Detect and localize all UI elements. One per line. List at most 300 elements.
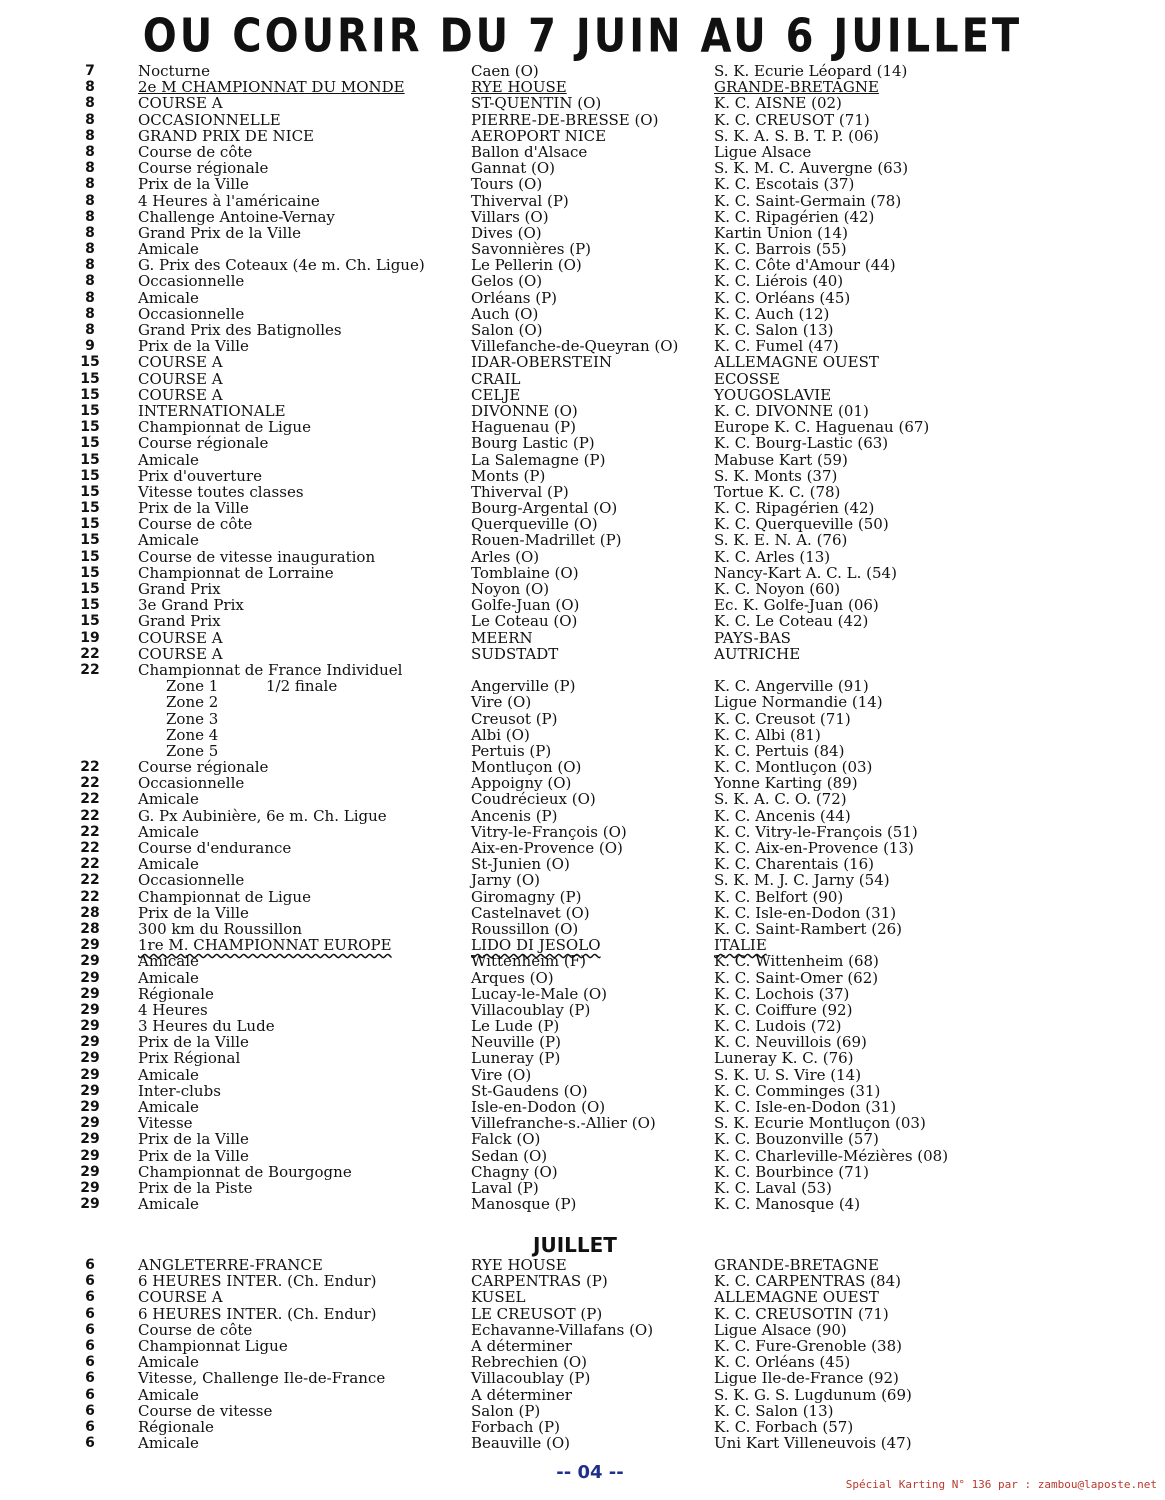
club-cell: K. C. Albi (81) — [714, 725, 821, 744]
place-cell: Gannat (O) — [471, 159, 555, 178]
club-cell: K. C. Comminges (31) — [714, 1081, 881, 1100]
club-cell: K. C. Orléans (45) — [714, 288, 851, 307]
place-cell: CELJE — [471, 385, 521, 404]
event-cell: Course de vitesse inauguration — [138, 547, 376, 566]
table-row — [0, 225, 1165, 241]
day-cell: 15 — [80, 370, 100, 387]
club-cell: K. C. Ludois (72) — [714, 1017, 842, 1036]
event-cell: Amicale — [138, 1098, 199, 1116]
day-cell: 8 — [85, 79, 95, 96]
event-cell: COURSE A — [138, 94, 223, 113]
day-cell: 28 — [80, 904, 100, 921]
table-row — [0, 905, 1165, 921]
place-cell: Le Pellerin (O) — [471, 256, 582, 275]
event-cell: Course régionale — [138, 758, 269, 777]
club-cell: GRANDE-BRETAGNE — [714, 78, 879, 97]
club-cell: YOUGOSLAVIE — [714, 385, 832, 404]
day-cell: 29 — [80, 937, 100, 954]
place-cell: Ancenis (P) — [471, 806, 558, 825]
club-cell: K. C. Barrois (55) — [714, 240, 847, 259]
table-row — [0, 856, 1165, 872]
club-cell: K. C. Bourg-Lastic (63) — [714, 434, 889, 453]
club-cell: Luneray K. C. (76) — [714, 1049, 854, 1068]
event-cell: Amicale — [138, 1065, 199, 1084]
footer-credit: Spécial Karting N° 136 par : zambou@laposte.net — [845, 1478, 1157, 1491]
table-row — [0, 338, 1165, 354]
table-row — [0, 953, 1165, 969]
day-cell: 15 — [80, 435, 100, 452]
day-cell: 15 — [80, 386, 100, 403]
table-row — [0, 209, 1165, 225]
event-cell: Amicale — [138, 240, 199, 259]
place-cell: Thiverval (P) — [471, 482, 569, 501]
day-cell: 29 — [80, 953, 100, 970]
table-row — [0, 1131, 1165, 1147]
place-cell: Golfe-Juan (O) — [471, 596, 580, 615]
table-row — [0, 872, 1165, 888]
event-cell: Zone 3 — [166, 709, 219, 728]
table-row — [0, 775, 1165, 791]
day-cell: 29 — [80, 1034, 100, 1051]
day-cell: 29 — [80, 1082, 100, 1099]
table-row — [0, 597, 1165, 613]
event-cell: Occasionnelle — [138, 272, 245, 291]
table-row — [0, 711, 1165, 727]
event-cell: COURSE A — [138, 369, 223, 388]
place-cell: ST-QUENTIN (O) — [471, 94, 602, 113]
club-cell: Europe K. C. Haguenau (67) — [714, 418, 930, 437]
table-row — [0, 1289, 1165, 1305]
event-cell: Championnat de France Individuel — [138, 660, 403, 679]
event-cell: Amicale — [138, 1434, 199, 1453]
table-row — [0, 1083, 1165, 1099]
table-row — [0, 257, 1165, 273]
club-cell: S. K. G. S. Lugdunum (69) — [714, 1385, 912, 1404]
club-cell: K. C. Ancenis (44) — [714, 806, 851, 825]
club-cell: K. C. Charentais (16) — [714, 855, 875, 874]
table-row — [0, 1099, 1165, 1115]
event-cell: INTERNATIONALE — [138, 401, 286, 420]
place-cell: Vitry-le-François (O) — [471, 822, 627, 841]
club-cell: K. C. Wittenheim (68) — [714, 952, 879, 971]
table-row — [0, 678, 1165, 694]
place-cell: RYE HOUSE — [471, 1256, 567, 1274]
place-cell: Vire (O) — [471, 693, 532, 712]
day-cell: 8 — [85, 208, 95, 225]
day-cell: 22 — [80, 823, 100, 840]
place-cell: Tours (O) — [471, 175, 543, 194]
club-cell: K. C. Auch (12) — [714, 304, 830, 323]
place-cell: Ballon d'Alsace — [471, 142, 588, 161]
place-cell: Falck (O) — [471, 1130, 541, 1149]
day-cell: 29 — [80, 1163, 100, 1180]
day-cell: 6 — [85, 1418, 95, 1435]
table-row — [0, 1034, 1165, 1050]
club-cell: Nancy-Kart A. C. L. (54) — [714, 563, 897, 582]
club-cell: K. C. CREUSOT (71) — [714, 110, 870, 129]
table-row — [0, 1273, 1165, 1289]
event-cell: Amicale — [138, 822, 199, 841]
event-cell: Course de côte — [138, 1320, 253, 1339]
table-row — [0, 403, 1165, 419]
table-row — [0, 241, 1165, 257]
club-cell: S. K. Ecurie Montluçon (03) — [714, 1114, 926, 1133]
table-row — [0, 743, 1165, 759]
table-row — [0, 549, 1165, 565]
event-cell: Championnat de Ligue — [138, 887, 311, 906]
place-cell: Rebrechien (O) — [471, 1353, 587, 1372]
table-row — [0, 889, 1165, 905]
place-cell: Castelnavet (O) — [471, 903, 590, 922]
day-cell: 6 — [85, 1305, 95, 1322]
event-cell: Amicale — [138, 1353, 199, 1372]
day-cell: 8 — [85, 160, 95, 177]
place-cell: CARPENTRAS (P) — [471, 1272, 608, 1291]
place-cell: A déterminer — [471, 1385, 572, 1404]
event-cell: COURSE A — [138, 644, 223, 663]
event-cell: OCCASIONNELLE — [138, 110, 281, 129]
place-cell: Creusot (P) — [471, 709, 558, 728]
table-row — [0, 646, 1165, 662]
day-cell: 22 — [80, 872, 100, 889]
club-cell: K. C. Arles (13) — [714, 547, 831, 566]
day-cell: 15 — [80, 613, 100, 630]
event-cell: 3e Grand Prix — [138, 596, 244, 615]
event-cell: Grand Prix — [138, 612, 221, 631]
event-cell: Régionale — [138, 984, 214, 1003]
table-row — [0, 306, 1165, 322]
table-row — [0, 435, 1165, 451]
juillet-heading: JUILLET — [533, 1233, 617, 1257]
place-cell: Wittenheim (F) — [471, 952, 586, 971]
table-row — [0, 95, 1165, 111]
day-cell: 6 — [85, 1370, 95, 1387]
table-row — [0, 1322, 1165, 1338]
event-cell: Amicale — [138, 968, 199, 987]
table-row — [0, 1435, 1165, 1451]
place-cell: Aix-en-Provence (O) — [471, 839, 623, 857]
event-cell: Zone 4 — [166, 725, 219, 744]
club-cell: S. K. E. N. A. (76) — [714, 531, 848, 550]
table-row — [0, 1002, 1165, 1018]
event-cell: Vitesse toutes classes — [138, 482, 304, 501]
event-cell: Prix de la Ville — [138, 1146, 249, 1165]
event-cell: 3 Heures du Lude — [138, 1017, 275, 1036]
july-schedule — [0, 1257, 1165, 1451]
event-cell: ANGLETERRE-FRANCE — [138, 1256, 323, 1274]
place-cell: Salon (O) — [471, 321, 543, 339]
place-cell: Angerville (P) — [471, 677, 576, 696]
event-cell: Vitesse, Challenge Ile-de-France — [138, 1369, 386, 1388]
place-cell: A déterminer — [471, 1336, 572, 1355]
day-cell: 6 — [85, 1289, 95, 1306]
place-cell: Bourg-Argental (O) — [471, 499, 618, 518]
event-cell: 4 Heures — [138, 1000, 208, 1019]
day-cell: 29 — [80, 985, 100, 1002]
table-row — [0, 387, 1165, 403]
club-cell: K. C. Charleville-Mézières (08) — [714, 1146, 949, 1165]
day-cell: 6 — [85, 1354, 95, 1371]
table-row — [0, 1370, 1165, 1386]
place-cell: Villacoublay (P) — [471, 1369, 591, 1388]
event-cell: Amicale — [138, 531, 199, 550]
day-cell: 15 — [80, 354, 100, 371]
club-cell: GRANDE-BRETAGNE — [714, 1256, 879, 1274]
club-cell: K. C. Isle-en-Dodon (31) — [714, 1098, 897, 1116]
club-cell: Ligue Alsace (90) — [714, 1320, 847, 1339]
table-row — [0, 532, 1165, 548]
club-cell: S. K. U. S. Vire (14) — [714, 1065, 862, 1084]
place-cell: IDAR-OBERSTEIN — [471, 353, 612, 372]
day-cell: 8 — [85, 192, 95, 209]
table-row — [0, 128, 1165, 144]
table-row — [0, 144, 1165, 160]
day-cell: 15 — [80, 597, 100, 614]
event-cell: Prix de la Ville — [138, 1130, 249, 1149]
place-cell: Salon (P) — [471, 1401, 541, 1420]
club-cell: ECOSSE — [714, 369, 780, 388]
club-cell: K. C. Forbach (57) — [714, 1417, 854, 1436]
event-cell: Prix de la Ville — [138, 903, 249, 922]
place-cell: Dives (O) — [471, 223, 542, 242]
table-row — [0, 468, 1165, 484]
place-cell: Jarny (O) — [471, 871, 541, 890]
club-cell: K. C. Creusot (71) — [714, 709, 851, 728]
club-cell: Ligue Ile-de-France (92) — [714, 1369, 899, 1388]
table-row — [0, 1338, 1165, 1354]
place-cell: Savonnières (P) — [471, 240, 592, 259]
table-row — [0, 986, 1165, 1002]
event-cell: Prix de la Piste — [138, 1178, 253, 1197]
day-cell: 8 — [85, 305, 95, 322]
club-cell: S. K. M. C. Auvergne (63) — [714, 159, 909, 178]
place-cell: Rouen-Madrillet (P) — [471, 531, 622, 550]
day-cell: 6 — [85, 1402, 95, 1419]
place-cell: Haguenau (P) — [471, 418, 576, 437]
club-cell: K. C. CARPENTRAS (84) — [714, 1272, 901, 1291]
table-row — [0, 630, 1165, 646]
event-cell: Zone 5 — [166, 741, 219, 760]
table-row — [0, 1354, 1165, 1370]
table-row — [0, 354, 1165, 370]
club-cell: K. C. Ripagérien (42) — [714, 207, 875, 226]
day-cell: 29 — [80, 1099, 100, 1115]
event-cell: COURSE A — [138, 628, 223, 647]
table-row — [0, 662, 1165, 678]
event-cell: Championnat de Bourgogne — [138, 1162, 352, 1181]
day-cell: 6 — [85, 1321, 95, 1338]
event-cell: Prix de la Ville — [138, 499, 249, 518]
club-cell: K. C. Orléans (45) — [714, 1353, 851, 1372]
club-cell: K. C. DIVONNE (01) — [714, 401, 869, 420]
place-cell: Auch (O) — [471, 304, 539, 323]
table-row — [0, 1306, 1165, 1322]
table-row — [0, 791, 1165, 807]
place-cell: Le Coteau (O) — [471, 612, 578, 631]
place-cell: Bourg Lastic (P) — [471, 434, 595, 453]
table-row — [0, 1164, 1165, 1180]
place-cell: Neuville (P) — [471, 1033, 561, 1052]
event-cell: Amicale — [138, 288, 199, 307]
day-cell: 15 — [80, 483, 100, 500]
event-cell: Course régionale — [138, 434, 269, 453]
table-row — [0, 500, 1165, 516]
table-row — [0, 1196, 1165, 1212]
club-cell: PAYS-BAS — [714, 628, 791, 647]
day-cell: 22 — [80, 856, 100, 873]
day-cell: 29 — [80, 969, 100, 986]
event-cell: 6 HEURES INTER. (Ch. Endur) — [138, 1304, 377, 1323]
day-cell: 15 — [80, 419, 100, 436]
club-cell: K. C. Ripagérien (42) — [714, 499, 875, 518]
page-number: -- 04 -- — [556, 1462, 624, 1483]
day-cell: 22 — [80, 791, 100, 808]
event-cell: Course régionale — [138, 159, 269, 178]
club-cell: Uni Kart Villeneuvois (47) — [714, 1434, 912, 1453]
day-cell: 19 — [80, 629, 100, 646]
club-cell: S. K. A. S. B. T. P. (06) — [714, 126, 879, 145]
day-cell: 22 — [80, 775, 100, 792]
event-cell: Grand Prix des Batignolles — [138, 321, 342, 339]
day-cell: 8 — [85, 95, 95, 112]
event-cell: Amicale — [138, 1195, 199, 1214]
table-row — [0, 193, 1165, 209]
table-row — [0, 581, 1165, 597]
event-cell: COURSE A — [138, 353, 223, 372]
club-cell: S. K. Monts (37) — [714, 466, 838, 485]
event-cell: Amicale — [138, 952, 199, 971]
club-cell: ALLEMAGNE OUEST — [714, 1288, 879, 1307]
club-cell: Kartin Union (14) — [714, 223, 848, 242]
june-schedule — [0, 63, 1165, 1212]
table-row — [0, 1115, 1165, 1131]
table-row — [0, 112, 1165, 128]
day-cell: 8 — [85, 273, 95, 290]
club-cell: K. C. Manosque (4) — [714, 1195, 861, 1214]
event-note-cell: 1/2 finale — [266, 677, 338, 696]
table-row — [0, 759, 1165, 775]
day-cell: 6 — [85, 1435, 95, 1452]
club-cell: K. C. Vitry-le-François (51) — [714, 822, 918, 841]
club-cell: K. C. Belfort (90) — [714, 887, 844, 906]
table-row — [0, 1050, 1165, 1066]
club-cell: K. C. Laval (53) — [714, 1178, 832, 1197]
day-cell: 22 — [80, 645, 100, 662]
event-cell: 6 HEURES INTER. (Ch. Endur) — [138, 1272, 377, 1291]
table-row — [0, 1257, 1165, 1273]
day-cell: 29 — [80, 1018, 100, 1035]
place-cell: Villacoublay (P) — [471, 1000, 591, 1019]
place-cell: MEERN — [471, 628, 533, 647]
table-row — [0, 921, 1165, 937]
event-cell: Zone 1 — [166, 677, 219, 696]
place-cell: Echavanne-Villafans (O) — [471, 1320, 654, 1339]
club-cell: ITALIE — [714, 936, 767, 955]
table-row — [0, 565, 1165, 581]
day-cell: 15 — [80, 500, 100, 517]
place-cell: Arques (O) — [471, 968, 554, 987]
club-cell: Ec. K. Golfe-Juan (06) — [714, 596, 879, 615]
day-cell: 6 — [85, 1337, 95, 1354]
club-cell: K. C. Fumel (47) — [714, 337, 839, 356]
club-cell: K. C. Lochois (37) — [714, 984, 850, 1003]
day-cell: 29 — [80, 1147, 100, 1164]
table-row — [0, 1180, 1165, 1196]
event-cell: Championnat de Ligue — [138, 418, 311, 437]
event-cell: Prix Régional — [138, 1049, 241, 1068]
place-cell: LIDO DI JESOLO — [471, 936, 601, 955]
event-cell: 4 Heures à l'américaine — [138, 191, 320, 210]
place-cell: Forbach (P) — [471, 1417, 560, 1436]
day-cell: 15 — [80, 451, 100, 468]
event-cell: Prix de la Ville — [138, 175, 249, 194]
place-cell: Querqueville (O) — [471, 515, 598, 534]
place-cell: Albi (O) — [471, 725, 530, 744]
day-cell: 8 — [85, 176, 95, 193]
event-cell: Occasionnelle — [138, 304, 245, 323]
day-cell: 8 — [85, 143, 95, 160]
day-cell: 8 — [85, 224, 95, 241]
place-cell: Isle-en-Dodon (O) — [471, 1098, 606, 1116]
day-cell: 28 — [80, 920, 100, 937]
day-cell: 6 — [85, 1257, 95, 1273]
day-cell: 15 — [80, 467, 100, 484]
event-cell: Amicale — [138, 450, 199, 469]
place-cell: Luneray (P) — [471, 1049, 561, 1068]
table-row — [0, 484, 1165, 500]
place-cell: Beauville (O) — [471, 1434, 571, 1453]
day-cell: 29 — [80, 1131, 100, 1148]
day-cell: 15 — [80, 532, 100, 549]
day-cell: 29 — [80, 1179, 100, 1196]
event-cell: Occasionnelle — [138, 871, 245, 890]
place-cell: Arles (O) — [471, 547, 540, 566]
place-cell: Montluçon (O) — [471, 758, 582, 777]
place-cell: Giromagny (P) — [471, 887, 582, 906]
day-cell: 8 — [85, 127, 95, 144]
day-cell: 22 — [80, 807, 100, 824]
club-cell: S. K. M. J. C. Jarny (54) — [714, 871, 890, 890]
day-cell: 6 — [85, 1386, 95, 1403]
day-cell: 29 — [80, 1066, 100, 1083]
table-row — [0, 727, 1165, 743]
place-cell: Manosque (P) — [471, 1195, 577, 1214]
place-cell: RYE HOUSE — [471, 78, 567, 97]
event-cell: COURSE A — [138, 1288, 223, 1307]
table-row — [0, 419, 1165, 435]
table-row — [0, 937, 1165, 953]
place-cell: LE CREUSOT (P) — [471, 1304, 603, 1323]
club-cell: Mabuse Kart (59) — [714, 450, 848, 469]
table-row — [0, 1403, 1165, 1419]
club-cell: ALLEMAGNE OUEST — [714, 353, 879, 372]
table-row — [0, 1018, 1165, 1034]
event-cell: Prix de la Ville — [138, 1033, 249, 1052]
place-cell: Tomblaine (O) — [471, 563, 579, 582]
event-cell: G. Px Aubinière, 6e m. Ch. Ligue — [138, 806, 387, 825]
club-cell: K. C. Liérois (40) — [714, 272, 844, 291]
club-cell: K. C. Querqueville (50) — [714, 515, 889, 534]
table-row — [0, 613, 1165, 629]
place-cell: Laval (P) — [471, 1178, 539, 1197]
page-title: OU COURIR DU 7 JUIN AU 6 JUILLET — [142, 10, 1023, 63]
event-cell: Vitesse — [138, 1114, 193, 1133]
event-cell: Occasionnelle — [138, 774, 245, 793]
club-cell: Ligue Alsace — [714, 142, 812, 161]
event-cell: Course de côte — [138, 142, 253, 161]
club-cell: K. C. Montluçon (03) — [714, 758, 873, 777]
place-cell: Gelos (O) — [471, 272, 543, 291]
